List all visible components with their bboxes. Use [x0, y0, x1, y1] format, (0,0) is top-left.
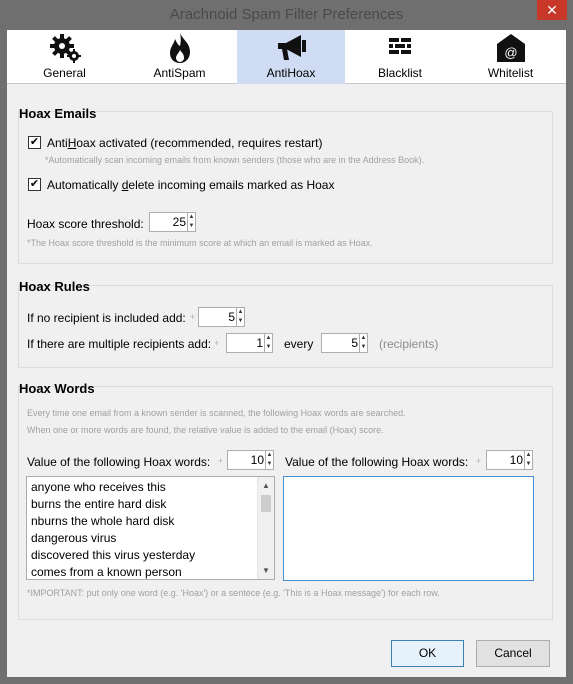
spin-up-icon[interactable]: ▲: [237, 309, 244, 315]
spin-up-icon[interactable]: ▲: [265, 335, 272, 341]
spin-down-icon[interactable]: ▼: [237, 318, 244, 324]
list-item[interactable]: comes from a known person: [31, 565, 182, 579]
spin-down-icon[interactable]: ▼: [266, 461, 273, 467]
antihoax-label[interactable]: AntiHoax activated (recommended, requires restart): [47, 136, 323, 150]
left-words-value: 10: [250, 453, 264, 467]
list-item[interactable]: burns the entire hard disk: [31, 497, 167, 511]
spin-up-icon[interactable]: ▲: [266, 452, 273, 458]
left-words-label: Value of the following Hoax words:: [27, 455, 211, 469]
title-bar[interactable]: [0, 0, 573, 30]
no-recipient-spinner[interactable]: [198, 307, 245, 327]
multiple-recipients-value: 1: [256, 336, 263, 350]
multiple-recipients-label: If there are multiple recipients add:: [27, 337, 212, 351]
threshold-hint: *The Hoax score threshold is the minimum score at which an email is marked as Hoax.: [27, 238, 373, 248]
tab-antispam[interactable]: [122, 30, 237, 84]
left-words-spinner[interactable]: [227, 450, 274, 470]
list-item[interactable]: discovered this virus yesterday: [31, 548, 196, 562]
threshold-value: 25: [172, 215, 186, 229]
tab-label: AntiSpam: [153, 66, 206, 80]
hoax-emails-title: Hoax Emails: [19, 106, 97, 121]
no-recipient-label: If no recipient is included add:: [27, 311, 186, 325]
tab-whitelist[interactable]: [455, 30, 566, 84]
list-item[interactable]: anyone who receives this: [31, 480, 166, 494]
tab-toolbar: [7, 30, 566, 84]
spin-down-icon[interactable]: ▼: [265, 344, 272, 350]
tab-blacklist[interactable]: [345, 30, 455, 84]
threshold-label: Hoax score threshold:: [27, 217, 144, 231]
list-item[interactable]: dangerous virus: [31, 531, 117, 545]
list-scrollbar[interactable]: [257, 477, 274, 579]
tab-antihoax[interactable]: [237, 30, 345, 84]
important-note: *IMPORTANT: put only one word (e.g. 'Hoax') or a sentece (e.g. 'This is a Hoax message') for each row.: [27, 588, 440, 598]
every-value: 5: [351, 336, 358, 350]
plus-sign: +: [476, 456, 482, 466]
dialog-client: [7, 30, 566, 677]
recipients-label: (recipients): [379, 337, 439, 351]
spin-down-icon[interactable]: ▼: [525, 461, 532, 467]
spin-down-icon[interactable]: ▼: [188, 223, 195, 229]
scroll-down-icon[interactable]: ▼: [262, 566, 270, 575]
email-at-icon: [494, 32, 528, 64]
autodelete-label[interactable]: Automatically delete incoming emails marked as Hoax: [47, 178, 335, 192]
right-words-label: Value of the following Hoax words:: [285, 455, 469, 469]
spin-up-icon[interactable]: ▲: [360, 335, 367, 341]
hoax-words-desc-2: When one or more words are found, the relative value is added to the email (Hoax) score.: [27, 425, 384, 435]
tab-label: General: [43, 66, 86, 80]
close-button[interactable]: ✕: [537, 0, 567, 20]
left-words-list[interactable]: [26, 476, 275, 580]
plus-sign: +: [214, 338, 220, 348]
right-words-list[interactable]: [283, 476, 534, 581]
hoax-words-title: Hoax Words: [19, 381, 95, 396]
tab-label: Blacklist: [377, 66, 422, 80]
ok-button[interactable]: OK: [391, 640, 464, 667]
plus-sign: +: [218, 456, 224, 466]
no-recipient-value: 5: [228, 310, 235, 324]
hoax-rules-group: [18, 285, 553, 368]
spin-up-icon[interactable]: ▲: [188, 214, 195, 220]
plus-sign: +: [190, 312, 196, 322]
every-spinner[interactable]: [321, 333, 368, 353]
hoax-rules-title: Hoax Rules: [19, 279, 90, 294]
threshold-spinner[interactable]: [149, 212, 196, 232]
megaphone-icon: [274, 32, 308, 64]
cancel-button[interactable]: Cancel: [476, 640, 550, 667]
tab-general[interactable]: [7, 30, 122, 84]
scroll-thumb[interactable]: [261, 495, 271, 512]
right-words-spinner[interactable]: [486, 450, 533, 470]
scroll-up-icon[interactable]: ▲: [262, 481, 270, 490]
every-label: every: [284, 337, 314, 351]
tab-label: AntiHoax: [266, 66, 316, 80]
tab-label: Whitelist: [487, 66, 534, 80]
antihoax-hint: *Automatically scan incoming emails from known senders (those who are in the Address Book).: [45, 155, 425, 165]
spin-down-icon[interactable]: ▼: [360, 344, 367, 350]
autodelete-checkbox[interactable]: ✔: [29, 178, 40, 190]
right-words-value: 10: [509, 453, 523, 467]
svg-text:@: @: [503, 45, 518, 60]
hoax-words-desc-1: Every time one email from a known sender is scanned, the following Hoax words are searched.: [27, 408, 406, 418]
antihoax-checkbox[interactable]: ✔: [29, 136, 40, 148]
flame-icon: [163, 32, 197, 64]
spin-up-icon[interactable]: ▲: [525, 452, 532, 458]
brick-wall-icon: [383, 32, 417, 64]
multiple-recipients-spinner[interactable]: [226, 333, 273, 353]
gears-icon: [48, 32, 82, 64]
window-title: Arachnoid Spam Filter Preferences: [169, 6, 404, 23]
list-item[interactable]: nburns the whole hard disk: [31, 514, 175, 528]
